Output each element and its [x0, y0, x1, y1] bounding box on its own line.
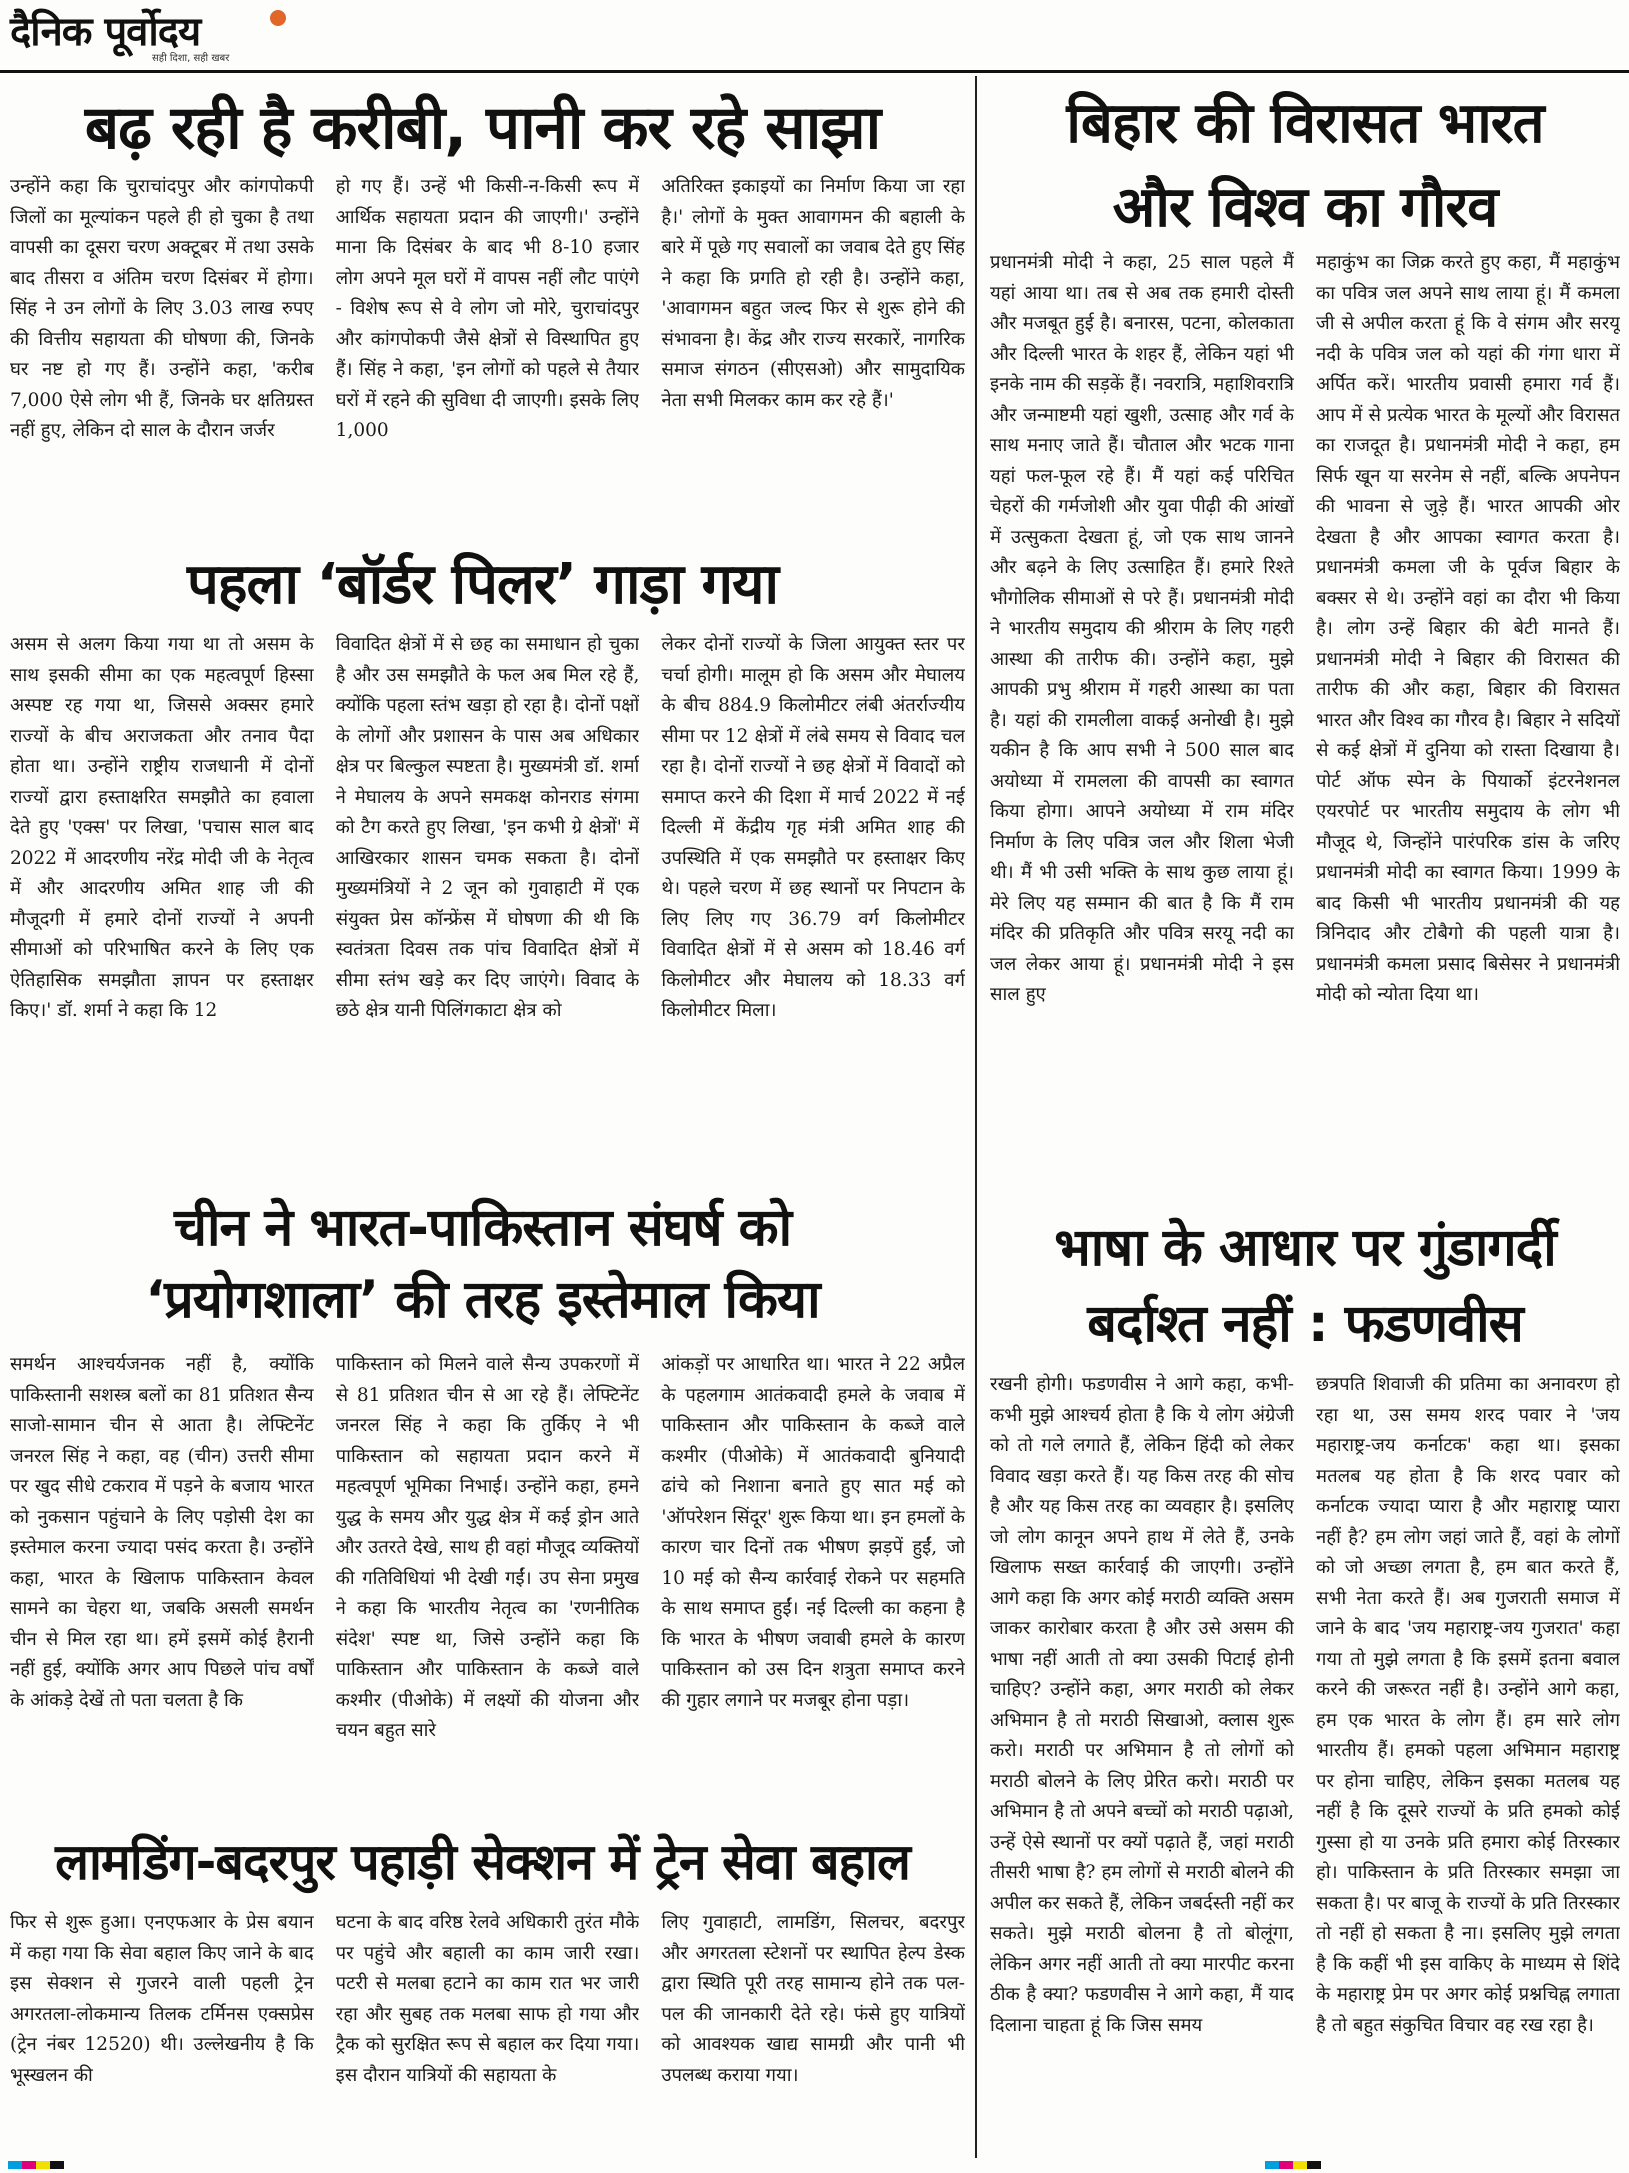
yellow-swatch [1293, 2161, 1307, 2169]
newspaper-title: दैनिक पूर्वोदय [10, 9, 201, 55]
newspaper-tagline: सही दिशा, सही खबर [152, 53, 230, 64]
magenta-swatch [1279, 2161, 1293, 2169]
article-headline-6-line-1: भाषा के आधार पर गुंडागर्दी [1054, 1218, 1556, 1278]
article-headline-2: पहला ‘बॉर्डर पिलर’ गाड़ा गया [186, 552, 779, 617]
article-1-column-3: अतिरिक्त इकाइयों का निर्माण किया जा रहा है।' लोगों के मुक्त आवागमन की बहाली के बारे में पूछे गए सवालों का जवाब देते हुए सिंह ने कहा कि प्रगति हो रही है। उन्होंने कहा, 'आवागमन बहुत जल्द फिर से शुरू होने की संभावना है। केंद्र और राज्य सरकारें, नागरिक समाज संगठन (सीएसओ) और सामुदायिक नेता सभी मिलकर काम कर रहे हैं।' [661, 176, 966, 411]
article-headline-5-line-2: और विश्व का गौरव [1112, 175, 1498, 240]
article-6-column-1: रखनी होगी। फडणवीस ने आगे कहा, कभी-कभी मुझे आश्चर्य होता है कि ये लोग अंग्रेजी को तो गले लगाते हैं, लेकिन हिंदी को लेकर विवाद खड़ा करते हैं। यह किस तरह की सोच है और यह किस तरह का व्यवहार है। इसलिए जो लोग कानून अपने हाथ में लेते हैं, उनके खिलाफ सख्त कार्रवाई की जाएगी। उन्होंने आगे कहा कि अगर कोई मराठी व्यक्ति असम जाकर कारोबार करता है और उसे असम की भाषा नहीं आती तो क्या उसकी पिटाई होनी चाहिए? उन्होंने कहा, अगर मराठी को लेकर अभिमान है तो मराठी सिखाओ, क्लास शुरू करो। मराठी पर अभिमान है तो लोगों को मराठी बोलने के लिए प्रेरित करो। मराठी पर अभिमान है तो अपने बच्चों को मराठी पढ़ाओ, उन्हें ऐसे स्थानों पर क्यों पढ़ाते हैं, जहां मराठी तीसरी भाषा है? हम लोगों से मराठी बोलने की अपील कर सकते हैं, लेकिन जबर्दस्ती नहीं कर सकते। मुझे मराठी बोलना है तो बोलूंगा, लेकिन अगर नहीं आती तो क्या मारपीट करना ठीक है क्या? फडणवीस ने आगे कहा, मैं याद दिलाना चाहता हूं कि जिस समय [990, 1374, 1294, 2036]
article-1-column-1: उन्होंने कहा कि चुराचांदपुर और कांगपोकपी जिलों का मूल्यांकन पहले ही हो चुका है तथा वापसी का दूसरा चरण अक्टूबर में तथा उसके बाद तीसरा व अंतिम चरण दिसंबर में होगा। सिंह ने उन लोगों के लिए 3.03 लाख रुपए की वित्तीय सहायता की घोषणा की, जिनके घर नष्ट हो गए हैं। उन्होंने कहा, 'करीब 7,000 ऐसे लोग भी हैं, जिनके घर क्षतिग्रस्त नहीं हुए, लेकिन दो साल के दौरान जर्जर [10, 176, 314, 441]
masthead [0, 0, 1629, 72]
article-5-column-1: प्रधानमंत्री मोदी ने कहा, 25 साल पहले मैं यहां आया था। तब से अब तक हमारी दोस्ती और मजबूत हुई है। बनारस, पटना, कोलकाता और दिल्ली भारत के शहर हैं, लेकिन यहां भी इनके नाम की सड़कें हैं। नवरात्रि, महाशिवरात्रि और जन्माष्टमी यहां खुशी, उत्साह और गर्व के साथ मनाए जाते हैं। चौताल और भटक गाना यहां फल-फूल रहे हैं। मैं यहां कई परिचित चेहरों की गर्मजोशी और युवा पीढ़ी की आंखों में उत्सुकता देखता हूं, जो एक साथ जानने और बढ़ने के लिए उत्साहित हैं। हमारे रिश्ते भौगोलिक सीमाओं से परे हैं। प्रधानमंत्री मोदी ने भारतीय समुदाय की श्रीराम के लिए गहरी आस्था की तारीफ की। उन्होंने कहा, मुझे आपकी प्रभु श्रीराम में गहरी आस्था का पता है। यहां की रामलीला वाकई अनोखी है। मुझे यकीन है कि आप सभी ने 500 साल बाद अयोध्या में रामलला की वापसी का स्वागत किया होगा। आपने अयोध्या में राम मंदिर निर्माण के लिए पवित्र जल और शिला भेजी थी। मैं भी उसी भक्ति के साथ कुछ लाया हूं। मेरे लिए यह सम्मान की बात है कि मैं राम मंदिर की प्रतिकृति और पवित्र सरयू नदी का जल लेकर आया हूं। प्रधानमंत्री मोदी ने इस साल हुए [990, 252, 1294, 1005]
cmyk-registration-mark-right [1265, 2161, 1321, 2169]
article-2-column-2: विवादित क्षेत्रों में से छह का समाधान हो चुका है और उस समझौते के फल अब मिल रहे हैं, क्योंकि पहला स्तंभ खड़ा हो रहा है। दोनों पक्षों के लोगों और प्रशासन के पास अब अधिकार क्षेत्र पर बिल्कुल स्पष्टता है। मुख्यमंत्री डॉ. शर्मा ने मेघालय के अपने समकक्ष कोनराड संगमा को टैग करते हुए लिखा, 'इन कभी ग्रे क्षेत्रों' में आखिरकार शासन चमक सकता है। दोनों मुख्यमंत्रियों ने 2 जून को गुवाहाटी में एक संयुक्त प्रेस कॉन्फ्रेंस में घोषणा की थी कि स्वतंत्रता दिवस तक पांच विवादित क्षेत्रों में सीमा स्तंभ खड़े कर दिए जाएंगे। विवाद के छठे क्षेत्र यानी पिलिंगकाटा क्षेत्र को [335, 634, 640, 1021]
black-swatch [50, 2161, 64, 2169]
article-body-3 [10, 1350, 965, 1810]
masthead-rule [0, 70, 1629, 73]
article-body-5 [990, 248, 1620, 1198]
article-1-column-2: हो गए हैं। उन्हें भी किसी-न-किसी रूप में आर्थिक सहायता प्रदान की जाएगी।' उन्होंने माना कि दिसंबर के बाद भी 8-10 हजार लोग अपने मूल घरों में वापस नहीं लौट पाएंगे - विशेष रूप से वे लोग जो मोरे, चुराचांदपुर और कांगपोकपी जैसे क्षेत्रों से विस्थापित हुए हैं। सिंह ने कहा, 'इन लोगों को पहले से तैयार घरों में रहने की सुविधा दी जाएगी। इसके लिए 1,000 [335, 176, 640, 441]
article-3-column-2: पाकिस्तान को मिलने वाले सैन्य उपकरणों में से 81 प्रतिशत चीन से आ रहे हैं। लेफ्टिनेंट जनरल सिंह ने कहा कि तुर्किए ने भी पाकिस्तान को सहायता प्रदान करने में महत्वपूर्ण भूमिका निभाई। उन्होंने कहा, हमने युद्ध के समय और युद्ध क्षेत्र में कई ड्रोन आते और उतरते देखे, साथ ही वहां मौजूद व्यक्तियों की गतिविधियां भी देखी गईं। उप सेना प्रमुख ने कहा कि भारतीय नेतृत्व का 'रणनीतिक संदेश' स्पष्ट था, जिसे उन्होंने कहा कि पाकिस्तान और पाकिस्तान के कब्जे वाले कश्मीर (पीओके) में लक्ष्यों की योजना और चयन बहुत सारे [335, 1354, 640, 1741]
article-3-column-3: आंकड़ों पर आधारित था। भारत ने 22 अप्रैल के पहलगाम आतंकवादी हमले के जवाब में पाकिस्तान और पाकिस्तान के कब्जे वाले कश्मीर (पीओके) में आतंकवादी बुनियादी ढांचे को निशाना बनाते हुए सात मई को 'ऑपरेशन सिंदूर' शुरू किया था। इन हमलों के कारण चार दिनों तक भीषण झड़पें हुईं, जो 10 मई को सैन्य कार्रवाई रोकने पर सहमति के साथ समाप्त हुईं। नई दिल्ली का कहना है कि भारत के भीषण जवाबी हमले के कारण पाकिस्तान को उस दिन शत्रुता समाप्त करने की गुहार लगाने पर मजबूर होना पड़ा। [661, 1354, 966, 1711]
article-headline-6-line-2: बर्दाश्त नहीं : फडणवीस [1087, 1294, 1523, 1354]
article-6-column-2: छत्रपति शिवाजी की प्रतिमा का अनावरण हो रहा था, उस समय शरद पवार ने 'जय महाराष्ट्र-जय कर्नाटक' कहा था। इसका मतलब यह होता है कि शरद पवार को कर्नाटक ज्यादा प्यारा है और महाराष्ट्र प्यारा नहीं है? हम लोग जहां जाते हैं, वहां के लोगों को जो अच्छा लगता है, हम बात करते हैं, सभी नेता करते हैं। अब गुजराती समाज में जाने के बाद 'जय महाराष्ट्र-जय गुजरात' कहा गया तो मुझे लगता है कि इसमें इतना बवाल करने की जरूरत नहीं है। उन्होंने आगे कहा, हम एक भारत के लोग हैं। हम सारे लोग भारतीय हैं। हमको पहला अभिमान महाराष्ट्र पर होना चाहिए, लेकिन इसका मतलब यह नहीं है कि दूसरे राज्यों के प्रति हमको कोई गुस्सा हो या उनके प्रति हमारा कोई तिरस्कार हो। पाकिस्तान के प्रति तिरस्कार समझा जा सकता है। पर बाजू के राज्यों के प्रति तिरस्कार तो नहीं हो सकता है ना। इसलिए मुझे लगता है कि कहीं भी इस वाकिए के माध्यम से शिंदे के महाराष्ट्र प्रेम पर अगर कोई प्रश्नचिह्न लगाता है तो बहुत संकुचित विचार वह रख रहा है। [1316, 1374, 1620, 2036]
article-2-column-1: असम से अलग किया गया था तो असम के साथ इसकी सीमा का एक महत्वपूर्ण हिस्सा अस्पष्ट रह गया था, जिससे अक्सर हमारे राज्यों के बीच अराजकता और तनाव पैदा होता था। उन्होंने राष्ट्रीय राजधानी में दोनों राज्यों द्वारा हस्ताक्षरित समझौते का हवाला देते हुए 'एक्स' पर लिखा, 'पचास साल बाद 2022 में आदरणीय नरेंद्र मोदी जी के नेतृत्व में और आदरणीय अमित शाह जी की मौजूदगी में हमारे दोनों राज्यों ने अपनी सीमाओं को परिभाषित करने के लिए एक ऐतिहासिक समझौता ज्ञापन पर हस्ताक्षर किए।' डॉ. शर्मा ने कहा कि 12 [10, 634, 314, 1021]
article-5-column-2: महाकुंभ का जिक्र करते हुए कहा, मैं महाकुंभ का पवित्र जल अपने साथ लाया हूं। मैं कमला जी से अपील करता हूं कि वे संगम और सरयू नदी के पवित्र जल को यहां की गंगा धारा में अर्पित करें। भारतीय प्रवासी हमारा गर्व हैं। आप में से प्रत्येक भारत के मूल्यों और विरासत का राजदूत है। प्रधानमंत्री मोदी ने कहा, हम सिर्फ खून या सरनेम से नहीं, बल्कि अपनेपन की भावना से जुड़े हैं। भारत आपकी ओर देखता है और आपका स्वागत करता है। प्रधानमंत्री कमला जी के पूर्वज बिहार के बक्सर से थे। उन्होंने वहां का दौरा भी किया है। लोग उन्हें बिहार की बेटी मानते हैं। प्रधानमंत्री मोदी ने बिहार की विरासत की तारीफ की और कहा, बिहार की विरासत भारत और विश्व का गौरव है। बिहार ने सदियों से कई क्षेत्रों में दुनिया को रास्ता दिखाया है। पोर्ट ऑफ स्पेन के पियार्को इंटरनेशनल एयरपोर्ट पर भारतीय समुदाय के लोग भी मौजूद थे, जिन्होंने पारंपरिक डांस के जरिए प्रधानमंत्री मोदी का स्वागत किया। 1999 के बाद किसी भी भारतीय प्रधानमंत्री की यह त्रिनिदाद और टोबैगो की पहली यात्रा है। प्रधानमंत्री कमला प्रसाद बिसेसर ने प्रधानमंत्री मोदी को न्योता दिया था। [1316, 252, 1620, 1005]
cyan-swatch [8, 2161, 22, 2169]
magenta-swatch [22, 2161, 36, 2169]
article-headline-3-line-2: ‘प्रयोगशाला’ की तरह इस्तेमाल किया [145, 1270, 820, 1330]
cyan-swatch [1265, 2161, 1279, 2169]
article-4-column-1: फिर से शुरू हुआ। एनएफआर के प्रेस बयान में कहा गया कि सेवा बहाल किए जाने के बाद इस सेक्शन से गुजरने वाली पहली ट्रेन अगरतला-लोकमान्य तिलक टर्मिनस एक्सप्रेस (ट्रेन नंबर 12520) थी। उल्लेखनीय है कि भूस्खलन की [10, 1912, 314, 2086]
black-swatch [1307, 2161, 1321, 2169]
article-body-2 [10, 630, 965, 1180]
article-body-6 [990, 1370, 1620, 2150]
article-headline-4: लामडिंग-बदरपुर पहाड़ी सेक्शन में ट्रेन सेवा बहाल [55, 1833, 910, 1891]
article-4-column-2: घटना के बाद वरिष्ठ रेलवे अधिकारी तुरंत मौके पर पहुंचे और बहाली का काम जारी रखा। पटरी से मलबा हटाने का काम रात भर जारी रहा और सुबह तक मलबा साफ हो गया और ट्रैक को सुरक्षित रूप से बहाल कर दिया गया। इस दौरान यात्रियों की सहायता के [335, 1912, 640, 2086]
section-divider [975, 76, 977, 2158]
logo-dot-icon [270, 10, 286, 26]
article-3-column-1: समर्थन आश्चर्यजनक नहीं है, क्योंकि पाकिस्तानी सशस्त्र बलों का 81 प्रतिशत सैन्य साजो-सामान चीन से आता है। लेफ्टिनेंट जनरल सिंह ने कहा, वह (चीन) उत्तरी सीमा पर खुद सीधे टकराव में पड़ने के बजाय भारत को नुकसान पहुंचाने के लिए पड़ोसी देश का इस्तेमाल करना ज्यादा पसंद करता है। उन्होंने कहा, भारत के खिलाफ पाकिस्तान केवल सामने का चेहरा था, जबकि असली समर्थन चीन से मिल रहा था। हमें इसमें कोई हैरानी नहीं हुई, क्योंकि अगर आप पिछले पांच वर्षों के आंकड़े देखें तो पता चलता है कि [10, 1354, 314, 1711]
article-headline-1: बढ़ रही है करीबी, पानी कर रहे साझा [84, 93, 881, 163]
cmyk-registration-mark-left [8, 2161, 64, 2169]
yellow-swatch [36, 2161, 50, 2169]
article-headline-3-line-1: चीन ने भारत-पाकिस्तान संघर्ष को [173, 1198, 792, 1258]
article-body-4 [10, 1908, 965, 2148]
article-body-1 [10, 172, 965, 536]
article-4-column-3: लिए गुवाहाटी, लामडिंग, सिलचर, बदरपुर और अगरतला स्टेशनों पर स्थापित हेल्प डेस्क द्वारा स्थिति पूरी तरह सामान्य होने तक पल-पल की जानकारी देते रहे। फंसे हुए यात्रियों को आवश्यक खाद्य सामग्री और पानी भी उपलब्ध कराया गया। [661, 1912, 966, 2086]
article-2-column-3: लेकर दोनों राज्यों के जिला आयुक्त स्तर पर चर्चा होगी। मालूम हो कि असम और मेघालय के बीच 884.9 किलोमीटर लंबी अंतर्राज्यीय सीमा पर 12 क्षेत्रों में लंबे समय से विवाद चल रहा है। दोनों राज्यों ने छह क्षेत्रों में विवादों को समाप्त करने की दिशा में मार्च 2022 में नई दिल्ली में केंद्रीय गृह मंत्री अमित शाह की उपस्थिति में एक समझौते पर हस्ताक्षर किए थे। पहले चरण में छह स्थानों पर निपटान के लिए लिए गए 36.79 वर्ग किलोमीटर विवादित क्षेत्रों में से असम को 18.46 वर्ग किलोमीटर और मेघालय को 18.33 वर्ग किलोमीटर मिला। [661, 634, 966, 1021]
article-headline-5-line-1: बिहार की विरासत भारत [1066, 91, 1544, 156]
